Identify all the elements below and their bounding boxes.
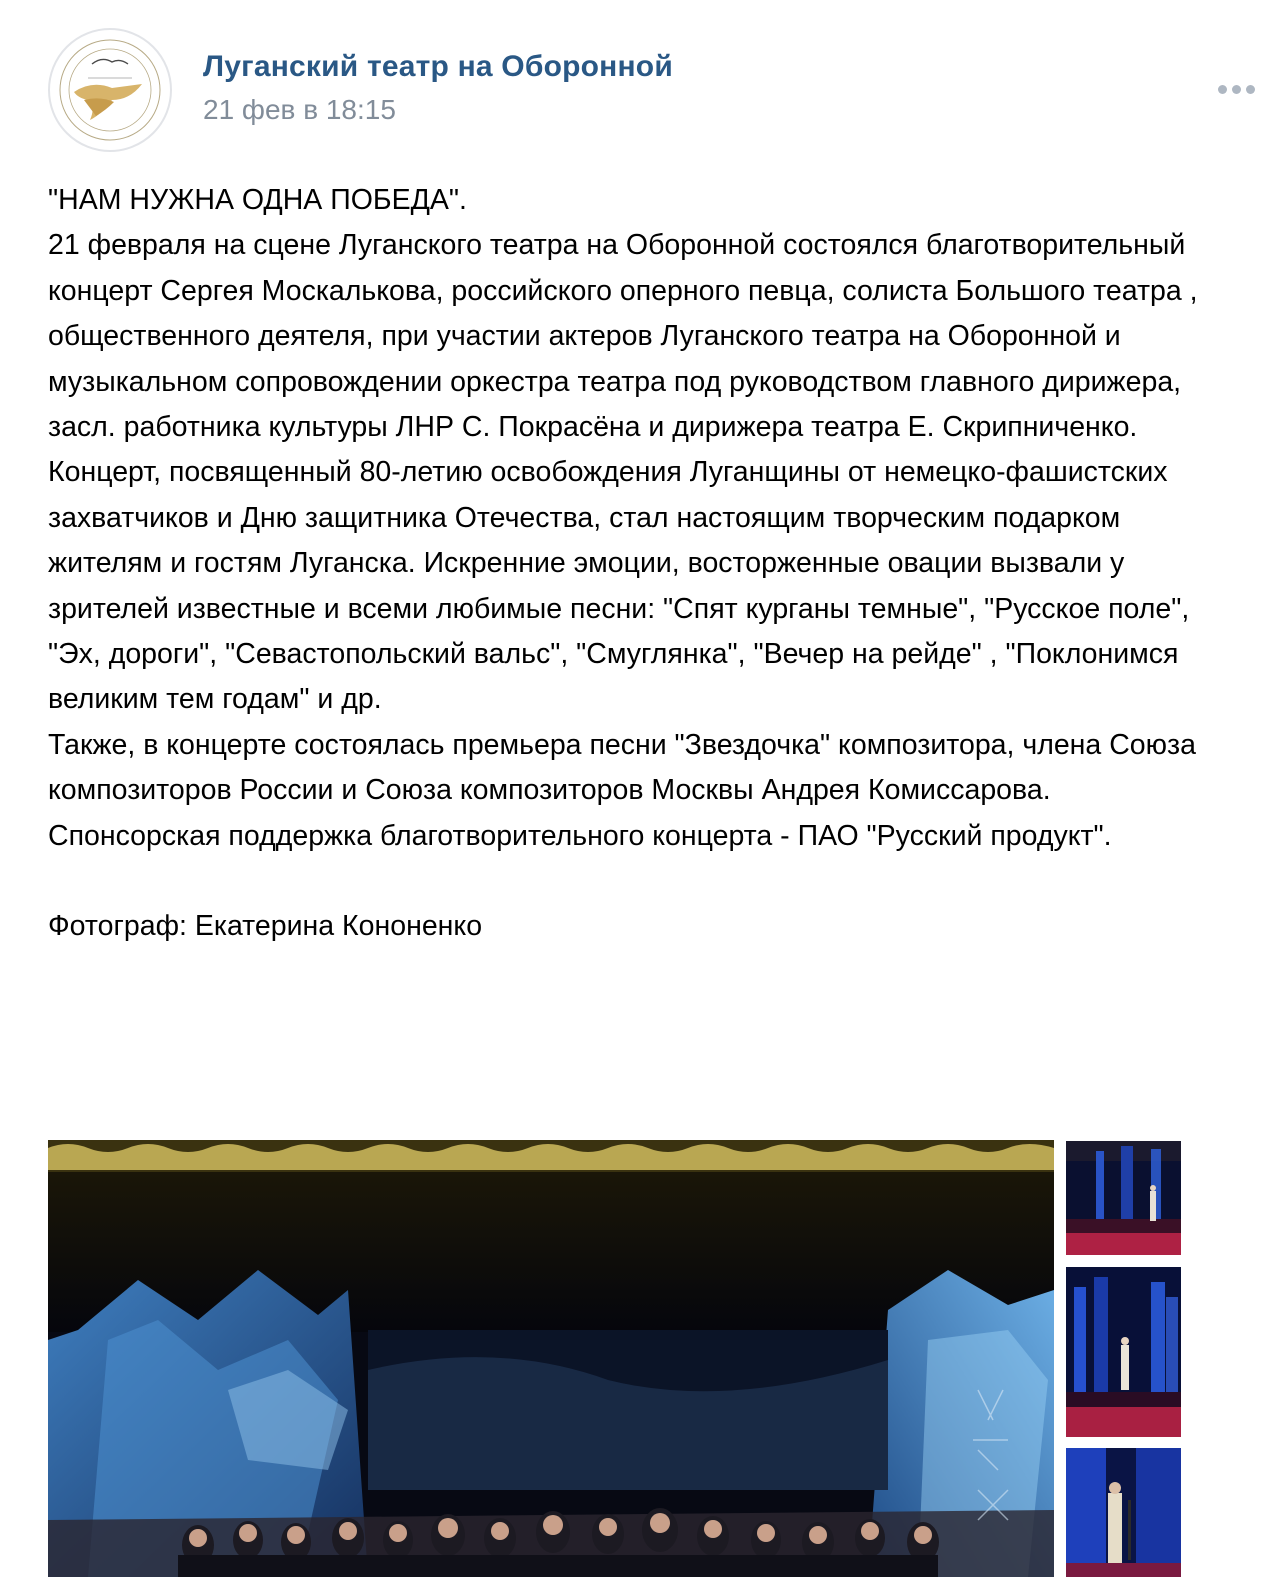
thumbnail-image — [1066, 1448, 1181, 1577]
photographer-credit: Фотограф: Екатерина Кононенко — [48, 910, 483, 943]
post-paragraph: 21 февраля на сцене Луганского театра на Оборонной состоялся благотворительный концерт Сергея Москалькова, российского оперного певца, солиста Большого театра , общественного деятеля, при участии актеров Луганского театра на Оборонной и музыкальном сопровождении оркестра театра под руководством главного дирижера, засл. работника культуры ЛНР С. Покрасёна и дирижера театра Е. Скрипниченко. — [48, 229, 1198, 444]
theatre-logo-icon — [50, 30, 170, 150]
ellipsis-icon-dot — [1232, 85, 1241, 94]
ellipsis-icon-dot — [1246, 85, 1255, 94]
post-date-link[interactable]: 21 фев в 18:15 — [203, 94, 396, 125]
more-options-button[interactable] — [1212, 76, 1260, 102]
post-paragraph: "НАМ НУЖНА ОДНА ПОБЕДА". — [48, 184, 467, 216]
post-paragraph: Концерт, посвященный 80-летию освобождения Луганщины от немецко-фашистских захватчиков и Дню защитника Отечества, стал настоящим творческим подарком жителям и гостям Луганска. Искренние эмоции, восторженные овации вызвали у зрителей известные и всеми любимые песни: "Спят курганы темные", "Русское поле", "Эх, дороги", "Севастопольский вальс", "Смуглянка", "Вечер на рейде" , "Поклонимся великим тем годам" и др. — [48, 456, 1190, 716]
paragraph-spacer — [48, 859, 1238, 904]
main-photo-stage[interactable] — [48, 1140, 1054, 1577]
post-paragraph: Также, в концерте состоялась премьера песни "Звездочка" композитора, члена Союза композиторов России и Союза композиторов Москвы Андрея Комиссарова. — [48, 728, 1196, 807]
photo-thumbnail[interactable] — [1066, 1267, 1181, 1437]
stage-photo-image — [48, 1140, 1054, 1577]
ellipsis-icon — [1218, 85, 1227, 94]
photo-thumbnail[interactable] — [1066, 1448, 1181, 1577]
post-text — [48, 178, 1238, 950]
thumbnail-image — [1066, 1141, 1181, 1255]
post-paragraph: Спонсорская поддержка благотворительного концерта - ПАО "Русский продукт". — [48, 819, 1112, 852]
community-avatar[interactable] — [48, 28, 172, 152]
photo-thumbnail[interactable] — [1066, 1141, 1181, 1255]
post-header — [0, 0, 1279, 160]
author-name-link[interactable]: Луганский театр на Оборонной — [203, 50, 673, 83]
thumbnail-image — [1066, 1267, 1181, 1437]
